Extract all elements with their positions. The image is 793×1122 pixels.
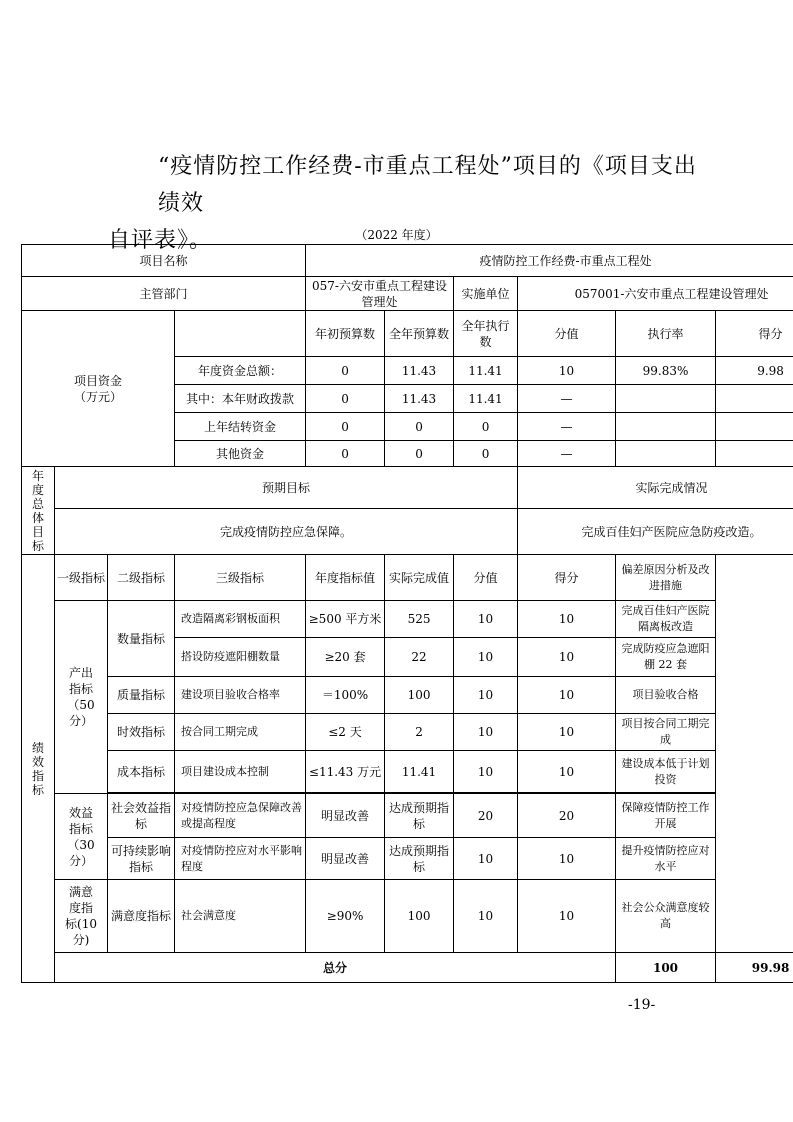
funds-cell: 11.41 — [454, 357, 518, 385]
funds-label: 项目资金 （万元） — [22, 311, 175, 467]
ind-l2: 时效指标 — [108, 714, 175, 751]
funds-cell — [716, 413, 793, 441]
total-got: 99.98 — [716, 953, 793, 983]
ind-header-4: 实际完成值 — [385, 555, 454, 601]
ind-actual: 2 — [385, 714, 454, 751]
ind-got: 10 — [518, 880, 616, 953]
ind-header-3: 年度指标值 — [306, 555, 385, 601]
funds-cell: 0 — [385, 413, 454, 441]
ind-header-7: 偏差原因分析及改进措施 — [616, 555, 716, 601]
performance-table — [21, 244, 793, 983]
funds-cell — [716, 385, 793, 413]
funds-cell — [616, 413, 716, 441]
funds-cell: 11.41 — [454, 385, 518, 413]
year-label: （2022 年度） — [355, 228, 438, 242]
title-line-1: “疫情防控工作经费-市重点工程处”项目的《项目支出绩效 — [158, 154, 697, 216]
ind-target: 明显改善 — [306, 794, 385, 838]
ind-header-6: 得分 — [518, 555, 616, 601]
total-label: 总分 — [55, 953, 616, 983]
ind-score: 10 — [454, 880, 518, 953]
funds-cell: — — [518, 441, 616, 467]
ind-note: 提升疫情防控应对水平 — [616, 838, 716, 880]
ind-actual: 达成预期指标 — [385, 794, 454, 838]
page-number: -19- — [628, 997, 656, 1013]
goals-expected: 完成疫情防控应急保障。 — [55, 509, 518, 555]
funds-cell — [616, 385, 716, 413]
ind-target: ＝100% — [306, 677, 385, 714]
ind-actual: 达成预期指标 — [385, 838, 454, 880]
ind-note: 保障疫情防控工作开展 — [616, 794, 716, 838]
ind-l2: 成本指标 — [108, 751, 175, 793]
ind-score: 10 — [454, 714, 518, 751]
funds-cell: — — [518, 385, 616, 413]
ind-l2: 满意度指标 — [108, 880, 175, 953]
funds-cell: 99.83% — [616, 357, 716, 385]
ind-actual: 22 — [385, 638, 454, 677]
funds-header-3: 分值 — [518, 311, 616, 357]
funds-cell: 10 — [518, 357, 616, 385]
project-name-value: 疫情防控工作经费-市重点工程处 — [306, 245, 793, 277]
output-label: 产出 指标 （50 分） — [55, 601, 108, 794]
dept-label: 主管部门 — [22, 277, 306, 311]
funds-row-label: 上年结转资金 — [175, 413, 306, 441]
ind-note: 项目验收合格 — [616, 677, 716, 714]
funds-header-blank — [175, 311, 306, 357]
ind-score: 10 — [454, 838, 518, 880]
project-name-label: 项目名称 — [22, 245, 306, 277]
funds-cell: 0 — [306, 441, 385, 467]
ind-l3: 按合同工期完成 — [175, 714, 306, 751]
ind-target: ≤11.43 万元 — [306, 751, 385, 793]
ind-target: ≥20 套 — [306, 638, 385, 677]
goals-label: 年 度 总 体 目 标 — [22, 467, 55, 555]
indicators-label: 绩 效 指 标 — [22, 555, 55, 983]
ind-got: 10 — [518, 638, 616, 677]
ind-actual: 525 — [385, 601, 454, 638]
goals-expected-header: 预期目标 — [55, 467, 518, 509]
total-score: 100 — [616, 953, 716, 983]
impl-value: 057001-六安市重点工程建设管理处 — [518, 277, 793, 311]
ind-header-0: 一级指标 — [55, 555, 108, 601]
goals-actual-header: 实际完成情况 — [518, 467, 793, 509]
ind-actual: 11.41 — [385, 751, 454, 793]
funds-cell: 11.43 — [385, 385, 454, 413]
ind-actual: 100 — [385, 880, 454, 953]
funds-cell: 0 — [306, 385, 385, 413]
ind-score: 10 — [454, 638, 518, 677]
ind-got: 10 — [518, 751, 616, 793]
funds-header-5: 得分 — [716, 311, 793, 357]
ind-got: 10 — [518, 838, 616, 880]
funds-cell: 0 — [454, 441, 518, 467]
ind-l3: 对疫情防控应急保障改善或提高程度 — [175, 794, 306, 838]
funds-cell — [616, 441, 716, 467]
funds-cell: 9.98 — [716, 357, 793, 385]
ind-got: 10 — [518, 601, 616, 638]
ind-l3: 社会满意度 — [175, 880, 306, 953]
ind-header-5: 分值 — [454, 555, 518, 601]
funds-cell — [716, 441, 793, 467]
ind-header-1: 二级指标 — [108, 555, 175, 601]
ind-header-2: 三级指标 — [175, 555, 306, 601]
ind-l3: 对疫情防控应对水平影响程度 — [175, 838, 306, 880]
ind-target: ≥90% — [306, 880, 385, 953]
ind-note: 完成百佳妇产医院隔离板改造 — [616, 601, 716, 638]
funds-cell: 11.43 — [385, 357, 454, 385]
funds-cell: 0 — [454, 413, 518, 441]
funds-cell: 0 — [306, 357, 385, 385]
ind-score: 10 — [454, 601, 518, 638]
ind-got: 20 — [518, 794, 616, 838]
ind-got: 10 — [518, 714, 616, 751]
funds-header-4: 执行率 — [616, 311, 716, 357]
ind-note: 完成防疫应急遮阳棚 22 套 — [616, 638, 716, 677]
ind-note: 社会公众满意度较高 — [616, 880, 716, 953]
funds-header-2: 全年执行数 — [454, 311, 518, 357]
title-line-2: 自评表》。 — [108, 228, 213, 253]
satisfaction-label: 满意 度指 标(10 分) — [55, 880, 108, 953]
ind-note: 项目按合同工期完成 — [616, 714, 716, 751]
ind-l3: 搭设防疫遮阳棚数量 — [175, 638, 306, 677]
funds-cell: — — [518, 413, 616, 441]
funds-header-1: 全年预算数 — [385, 311, 454, 357]
ind-l2: 数量指标 — [108, 601, 175, 677]
ind-l3: 建设项目验收合格率 — [175, 677, 306, 714]
benefit-label: 效益 指标 （30 分） — [55, 794, 108, 880]
dept-value: 057-六安市重点工程建设管理处 — [306, 277, 454, 311]
ind-target: ≥500 平方米 — [306, 601, 385, 638]
impl-label: 实施单位 — [454, 277, 518, 311]
goals-actual: 完成百佳妇产医院应急防疫改造。 — [518, 509, 793, 555]
funds-header-0: 年初预算数 — [306, 311, 385, 357]
funds-row-label: 其中：本年财政拨款 — [175, 385, 306, 413]
ind-l3: 改造隔离彩钢板面积 — [175, 601, 306, 638]
ind-note: 建设成本低于计划投资 — [616, 751, 716, 793]
ind-score: 10 — [454, 677, 518, 714]
ind-target: 明显改善 — [306, 838, 385, 880]
ind-l3: 项目建设成本控制 — [175, 751, 306, 793]
ind-got: 10 — [518, 677, 616, 714]
funds-row-label: 年度资金总额： — [175, 357, 306, 385]
ind-target: ≤2 天 — [306, 714, 385, 751]
ind-l2: 质量指标 — [108, 677, 175, 714]
funds-cell: 0 — [306, 413, 385, 441]
ind-score: 10 — [454, 751, 518, 793]
ind-actual: 100 — [385, 677, 454, 714]
funds-row-label: 其他资金 — [175, 441, 306, 467]
ind-l2: 社会效益指标 — [108, 794, 175, 838]
ind-l2: 可持续影响指标 — [108, 838, 175, 880]
funds-cell: 0 — [385, 441, 454, 467]
ind-score: 20 — [454, 794, 518, 838]
